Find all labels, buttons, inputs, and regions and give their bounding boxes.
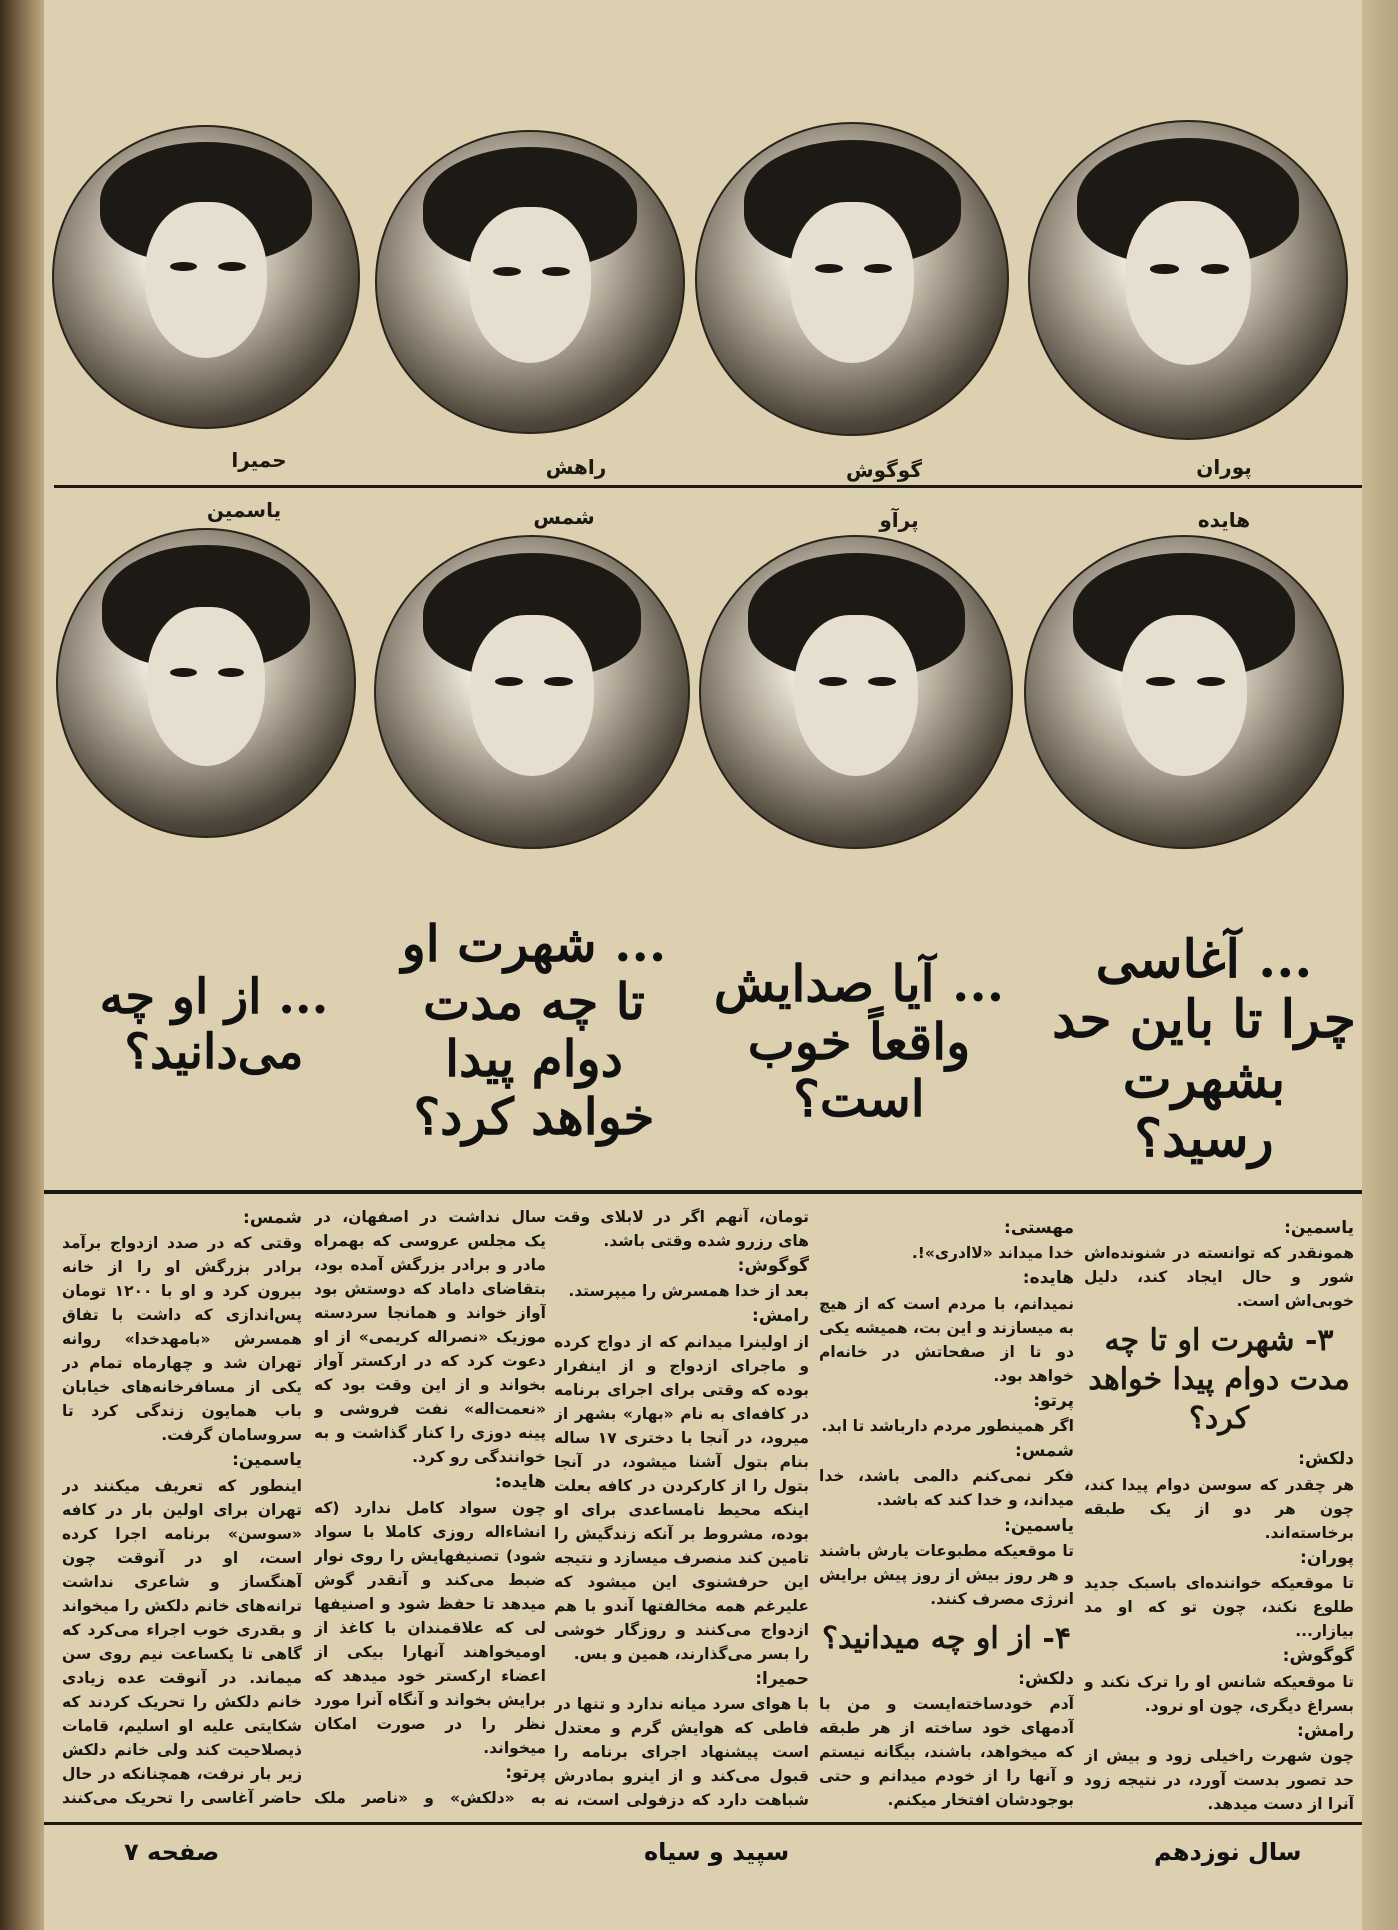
row-divider	[54, 485, 1362, 488]
paragraph: چون شهرت راخیلی زود و بیش از حد تصور بدست آورد، در نتیجه زود آنرا از دست میدهد.	[1084, 1746, 1354, 1813]
portrait-yasamin	[56, 528, 356, 838]
name-parvaneh: پرآو	[879, 508, 919, 532]
speaker-name: حمیرا:	[755, 1668, 809, 1689]
speaker-name: هایده:	[494, 1472, 546, 1493]
name-pouran: پوران	[1196, 455, 1252, 479]
headline-2: ... آیا صدایش واقعاً خوب است؟	[713, 954, 1005, 1128]
paragraph: اینطور که تعریف میکنند در تهران برای اولین بار در کافه «سوسن» برنامه اجرا کرده است، او در آنوقت چون آهنگساز و شاعری نداشت ترانه‌های خانم دلکش را میخواند و بقدری خوب اجراء می‌کرد که گاهی تا یکساعت نیم روی سن میماند. در آنوقت عده زیادی خانم دلکش را تحریک کردند که شکایتی علیه او اسلیم، قامات ذیصلاحیت کند ولی خانم دلکش زیر بار نرفت، همچنانکه در حال حاضر آغاسی را تحریک می‌کنند	[62, 1476, 302, 1808]
portrait-googoosh	[695, 122, 1009, 436]
portrait-hayedeh	[1024, 535, 1344, 849]
portrait-parvaneh	[699, 535, 1013, 849]
portrait-homeyra	[52, 125, 360, 429]
paragraph: با هوای سرد میانه ندارد و تنها در فاطی که هوایش گرم و معتدل است پیشنهاد اجرای برنامه را قبول می‌کند و از اینرو بمادرش شباهت دارد که دزفولی است، نه	[554, 1695, 809, 1810]
speaker-name: یاسمین:	[1284, 1218, 1354, 1238]
article-top-rule	[44, 1190, 1362, 1194]
paragraph: تا موقعیکه خواننده‌ای باسبک جدید طلوع نکند، چون تو که او مد بیازار...	[1084, 1574, 1354, 1641]
text-column-1	[1084, 1215, 1354, 1815]
speaker-name: مهستی:	[1004, 1218, 1074, 1238]
paragraph: همونقدر که توانسته در شنونده‌اش شور و حال ایجاد کند، دلیل خوبی‌اش است.	[1084, 1244, 1354, 1311]
text-column-3	[554, 1205, 809, 1815]
paragraph: هر چقدر که سوسن دوام پیدا کند، چون هر دو از یک طبقه برخاسته‌اند.	[1084, 1475, 1354, 1542]
paragraph: آدم خودساخته‌ایست و من با آدمهای خود ساخته از هر طبقه که میخواهد، باشند، بیگانه نیستم و آنها را از خودم میدانم و حتی بوجودشان افتخار میکنم.	[819, 1695, 1074, 1810]
paragraph: تا موقعیکه شانس او را ترک نکند و بسراغ دیگری، چون او نرود.	[1084, 1672, 1354, 1715]
speaker-name: یاسمین:	[1004, 1515, 1074, 1536]
name-yasamin: یاسمین	[206, 498, 282, 522]
speaker-name: یاسمین:	[232, 1450, 302, 1471]
text-column-5	[62, 1205, 302, 1815]
name-shams: شمس	[533, 505, 595, 529]
paragraph: از اولینرا میدانم که از دواج کرده و ماجرای ازدواج و از اینفرار بوده که وقتی برای اجرای برنامه در کافه‌ای به نام «بهار» بشهر از میرود، در آنجا با دختری ۱۷ ساله بنام بتول آشنا میشود، در آنجا بتول را از کارکردن در کافه بعلت اینکه محیط نامساعدی برای او بوده، مشروط بر آنکه زندگیش را تامین کند منصرف میسازد و نتیجه این حرفشنوی این میشود که علیرغم همه مخالفتها آندو با هم ازدواج می‌کنند و روزگار خوشی را بسر می‌گذارند، همین و بس.	[554, 1332, 809, 1663]
paragraph: نمیدانم، با مردم است که از هیچ به میسازند و این بت، همیشه یکی دو تا از صفحاتش در خانه‌ام خواهد بود.	[819, 1294, 1074, 1385]
name-hayedeh: هایده	[1197, 508, 1251, 532]
speaker-name: رامش:	[752, 1306, 809, 1327]
speaker-name: دلکش:	[1298, 1449, 1354, 1470]
footer-issue: سال نوزدهم	[1154, 1838, 1302, 1866]
speaker-name: پرتو:	[1033, 1390, 1074, 1411]
portrait-ramesh	[375, 130, 685, 434]
speaker-name: شمس:	[243, 1208, 302, 1228]
paragraph: چون سواد کامل ندارد (که انشاءاله روزی کاملا با سواد شود) تصنیفهایش را روی نوار ضبط می‌کند و آنقدر گوش میدهد تا حفظ شود و اصنیفها لی که علاقمندان با کاغذ از اومیخواهند آنهارا بیکی از اعضاء ارکستر خود میدهد که برایش بخواند و آنگاه آنرا مورد نظر را در صورت امکان میخواند.	[314, 1498, 546, 1757]
magazine-page	[44, 0, 1362, 1930]
speaker-name: دلکش:	[1018, 1668, 1074, 1689]
footer-page-number: صفحه ۷	[124, 1838, 220, 1866]
speaker-name: شمس:	[1015, 1441, 1074, 1462]
paragraph: اگر همینطور مردم دارباشد تا ابد.	[821, 1417, 1074, 1436]
headline-1: ... آغاسی چرا تا باین حد بشهرت رسید؟	[1052, 929, 1356, 1170]
paragraph: فکر نمی‌کنم دالمی باشد، خدا میداند، و خدا کند که باشد.	[819, 1467, 1074, 1510]
text-column-4	[314, 1205, 546, 1815]
speaker-name: گوگوش:	[1282, 1646, 1354, 1667]
headline-4: ... از او چه می‌دانید؟	[99, 969, 329, 1081]
footer-magazine: سپید و سیاه	[644, 1838, 790, 1866]
paragraph: تومان، آنهم اگر در لابلای وقت های رزرو شده وقتی باشد.	[554, 1208, 809, 1251]
portrait-shams	[374, 535, 690, 849]
portrait-pouran	[1028, 120, 1348, 440]
speaker-name: پوران:	[1300, 1547, 1354, 1568]
next-page-edge	[1362, 0, 1398, 1930]
paragraph: بعد از خدا همسرش را میپرستد.	[568, 1282, 809, 1301]
headline-3: ... شهرت او تا چه مدت دوام پیدا خواهد کرد؟	[401, 914, 667, 1146]
paragraph: وقتی که در صدد ازدواج برآمد برادر بزرگش او را از خانه بیرون کرد و او با ۱۲۰۰ تومان پس‌اندازی که داشت با تفاق همسرش «بامهدخدا» روانه تهران شد و چهارماه تمام در یکی از مسافرخانه‌های خیابان باب همایون زندگی کرد تا سروسامان گرفت.	[62, 1234, 302, 1445]
text-column-2	[819, 1215, 1074, 1815]
speaker-name: هایده:	[1022, 1268, 1074, 1289]
name-googoosh: گوگوش	[846, 458, 922, 482]
section-heading: ۴- از او چه میدانید؟	[822, 1620, 1071, 1656]
speaker-name: پرتو:	[505, 1762, 546, 1783]
footer-rule	[44, 1822, 1362, 1825]
speaker-name: رامش:	[1297, 1720, 1354, 1741]
paragraph: خدا میداند «لاادری»!.	[911, 1244, 1074, 1263]
book-binding	[0, 0, 48, 1930]
speaker-name	[819, 1812, 1074, 1815]
speaker-name: گوگوش:	[737, 1256, 809, 1277]
name-homeyra: حمیرا	[231, 448, 287, 472]
paragraph: به «دلکش» و «ناصر ملک	[314, 1789, 546, 1808]
paragraph: تا موقعیکه مطبوعات یارش باشند و هر روز بیش از روز پیش برایش انرژی مصرف کنند.	[819, 1541, 1074, 1608]
paragraph: سال نداشت در اصفهان، در یک مجلس عروسی که بهمراه مادر و برادر بزرگش آمده بود، بتقاضای داماد که دوستش بود آواز خواند و همانجا سردسته موزیک «نصراله کریمی» از او دعوت کرد که در ارکستر آواز بخواند و از این وقت بود که «نعمت‌اله» نفت فروشی و پینه دوزی را کنار گذاشت و به خوانندگی رو کرد.	[314, 1208, 546, 1467]
name-ramesh: راهش	[545, 455, 607, 479]
section-heading: ۳- شهرت او تا چه مدت دوام پیدا خواهد کرد؟	[1088, 1323, 1350, 1437]
